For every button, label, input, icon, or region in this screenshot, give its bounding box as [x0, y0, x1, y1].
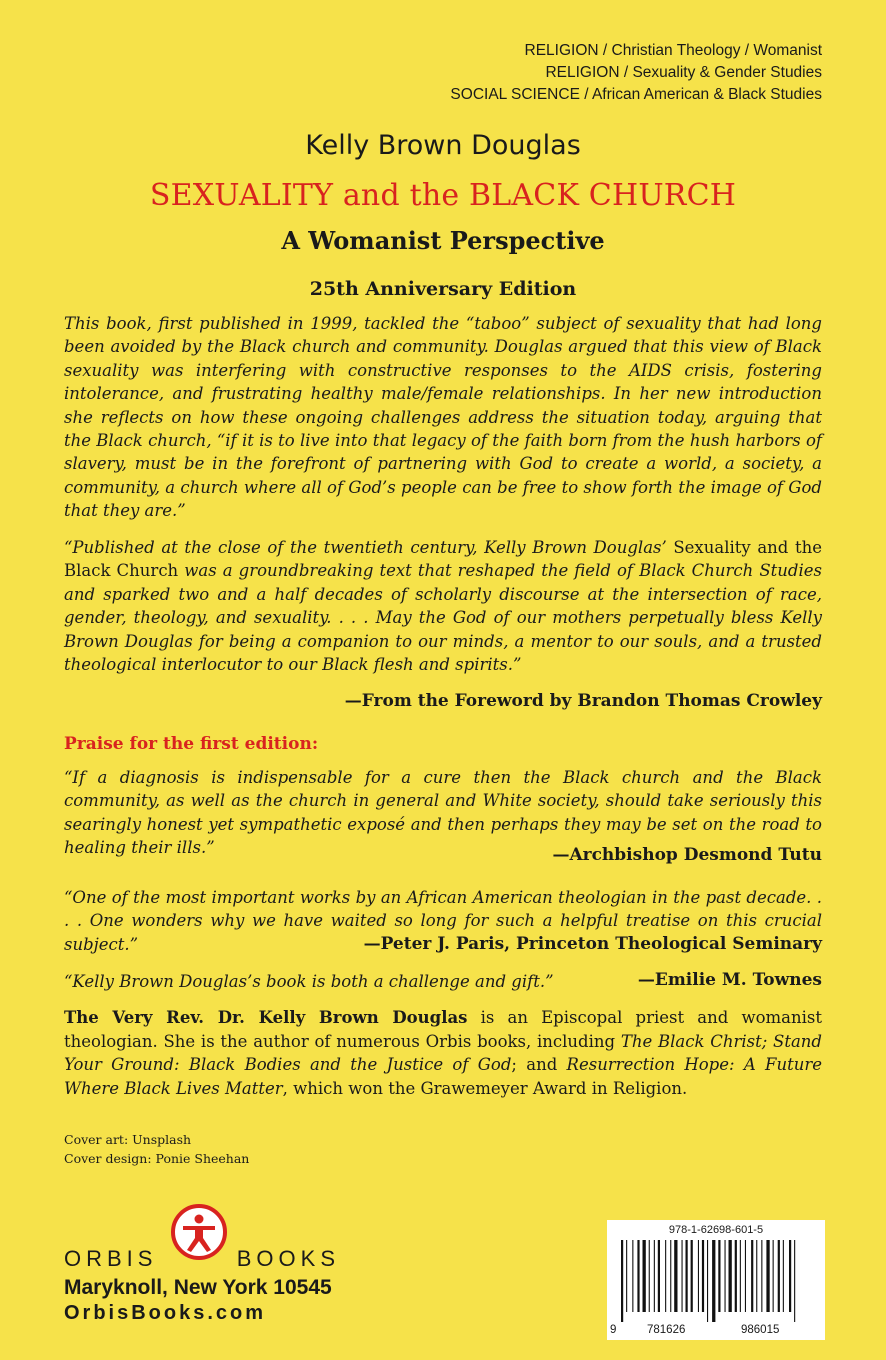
- barcode-bar: [712, 1240, 715, 1322]
- subject-categories: [450, 40, 822, 106]
- foreword-text: “Published at the close of the twentieth century, Kelly Brown Douglas’: [64, 538, 674, 557]
- barcode-bar: [718, 1240, 720, 1312]
- barcode-bar: [766, 1240, 769, 1312]
- author-name: Kelly Brown Douglas: [305, 130, 581, 161]
- barcode-group-left: 781626: [647, 1324, 686, 1336]
- barcode-bar: [626, 1240, 627, 1312]
- bio-name: The Very Rev. Dr. Kelly Brown Douglas: [64, 1008, 468, 1027]
- author-bio: [64, 1006, 822, 1100]
- barcode-bar: [773, 1240, 774, 1312]
- cover-credits: [64, 1130, 249, 1168]
- edition-label: 25th Anniversary Edition: [309, 278, 577, 300]
- foreword-text: was a groundbreaking text that reshaped the field of Black Church Studies and sparked two and a half decades of scholarly discourse at the intersection of race, gender, theology, and sexuality. . . . May the God of our mothers perpetually bless Kelly Brown Douglas for being a companion to our minds, a mentor to our souls, and a trusted theological interlocutor to our Black flesh and spirits.”: [64, 561, 822, 675]
- barcode-group-right: 986015: [741, 1324, 780, 1336]
- publisher-name-left: ORBIS: [64, 1246, 158, 1271]
- foreword-quote: [64, 536, 822, 676]
- foreword-attribution: —From the Foreword by Brandon Thomas Crowley: [344, 691, 822, 711]
- praise-quote: “Kelly Brown Douglas’s book is both a challenge and gift.”: [64, 972, 554, 991]
- barcode-bar: [654, 1240, 655, 1312]
- bio-book: The Black Christ; Stand Your Ground: Black Bodies and the Justice of God: [64, 1031, 822, 1075]
- barcode-bar: [649, 1240, 650, 1312]
- barcode-bar: [670, 1240, 671, 1312]
- praise-attribution: —Archbishop Desmond Tutu: [552, 845, 822, 865]
- praise-quote: “If a diagnosis is indispensable for a cure then the Black church and the Black community, as well as the church in general and White society, should take seriously this searingly honest yet sympathetic exposé and then perhaps they may be set on the road to healing their ills.”: [64, 768, 822, 858]
- praise-attribution: —Peter J. Paris, Princeton Theological Seminary: [363, 934, 822, 954]
- praise-heading: Praise for the first edition:: [64, 734, 319, 754]
- description-blurb: This book, first published in 1999, tackled the “taboo” subject of sexuality that had long been avoided by the Black church and community. Douglas argued that this view of Black sexuality was interfering with constructive responses to the AIDS crisis, fostering intolerance, and frustrating healthy male/female relationships. In her new introduction she reflects on how these ongoing challenges address the situation today, arguing that the Black church, “if it is to live into that legacy of the faith born from the hush harbors of slavery, must be in the forefront of partnering with God to create a world, a society, a community, a church where all of God’s people can be free to show forth the image of God that they are.”: [64, 314, 822, 521]
- barcode-bar: [789, 1240, 791, 1312]
- barcode-bar: [751, 1240, 753, 1312]
- barcode-bar: [665, 1240, 666, 1312]
- barcode-bar: [783, 1240, 784, 1312]
- barcode-bar: [682, 1240, 683, 1312]
- barcode-bar: [740, 1240, 741, 1312]
- barcode-bar: [621, 1240, 623, 1322]
- barcode-bar: [735, 1240, 737, 1312]
- praise-attribution: —Emilie M. Townes: [637, 970, 822, 990]
- barcode-bar: [674, 1240, 677, 1312]
- barcode-bar: [691, 1240, 693, 1312]
- barcode-bar: [725, 1240, 726, 1312]
- barcode-bar: [643, 1240, 646, 1312]
- isbn-number: 978-1-62698-601-5: [668, 1224, 764, 1236]
- cover-art-credit: Cover art: Unsplash: [64, 1132, 192, 1147]
- book-subtitle: A Womanist Perspective: [281, 226, 605, 255]
- bio-text: is an Episcopal priest and womanist theologian. She is the author of numerous Orbis books, including: [64, 1008, 822, 1051]
- barcode-bar: [637, 1240, 639, 1312]
- barcode-bar: [702, 1240, 704, 1312]
- barcode-bar: [632, 1240, 633, 1312]
- barcode-bar: [794, 1240, 795, 1322]
- barcode-bar: [778, 1240, 780, 1312]
- barcode-bar: [698, 1240, 699, 1312]
- praise-quote: “One of the most important works by an African American theologian in the past decade. . . . One wonders why we have waited so long for such a helpful treatise on this crucial subject.”: [64, 888, 822, 954]
- foreword-book-title: Sexuality and the Black Church: [64, 538, 822, 581]
- cover-design-credit: Cover design: Ponie Sheehan: [64, 1151, 250, 1166]
- book-title: SEXUALITY and the BLACK CHURCH: [149, 178, 737, 213]
- barcode-bar: [686, 1240, 688, 1312]
- isbn-barcode: [607, 1220, 825, 1340]
- bio-text: ; and: [511, 1055, 567, 1075]
- barcode-bar: [729, 1240, 732, 1312]
- barcode-bar: [658, 1240, 660, 1312]
- barcode-bar: [707, 1240, 708, 1322]
- barcode-bar: [756, 1240, 757, 1312]
- barcode-bar: [761, 1240, 762, 1312]
- bio-book: Resurrection Hope: A Future Where Black Lives Matter: [64, 1055, 822, 1098]
- orbis-logo-icon: [171, 1204, 227, 1260]
- barcode-bar: [745, 1240, 746, 1312]
- barcode-digit-first: 9: [610, 1324, 617, 1336]
- category-line: RELIGION / Christian Theology / Womanist: [524, 42, 822, 59]
- category-line: SOCIAL SCIENCE / African American & Black Studies: [450, 86, 822, 103]
- barcode-bars: [617, 1240, 815, 1322]
- bio-text: , which won the Grawemeyer Award in Religion.: [282, 1078, 688, 1098]
- publisher-name-right: BOOKS: [236, 1246, 340, 1271]
- publisher-address: Maryknoll, New York 10545: [64, 1276, 332, 1299]
- category-line: RELIGION / Sexuality & Gender Studies: [545, 64, 822, 81]
- publisher-url: OrbisBooks.com: [64, 1302, 267, 1324]
